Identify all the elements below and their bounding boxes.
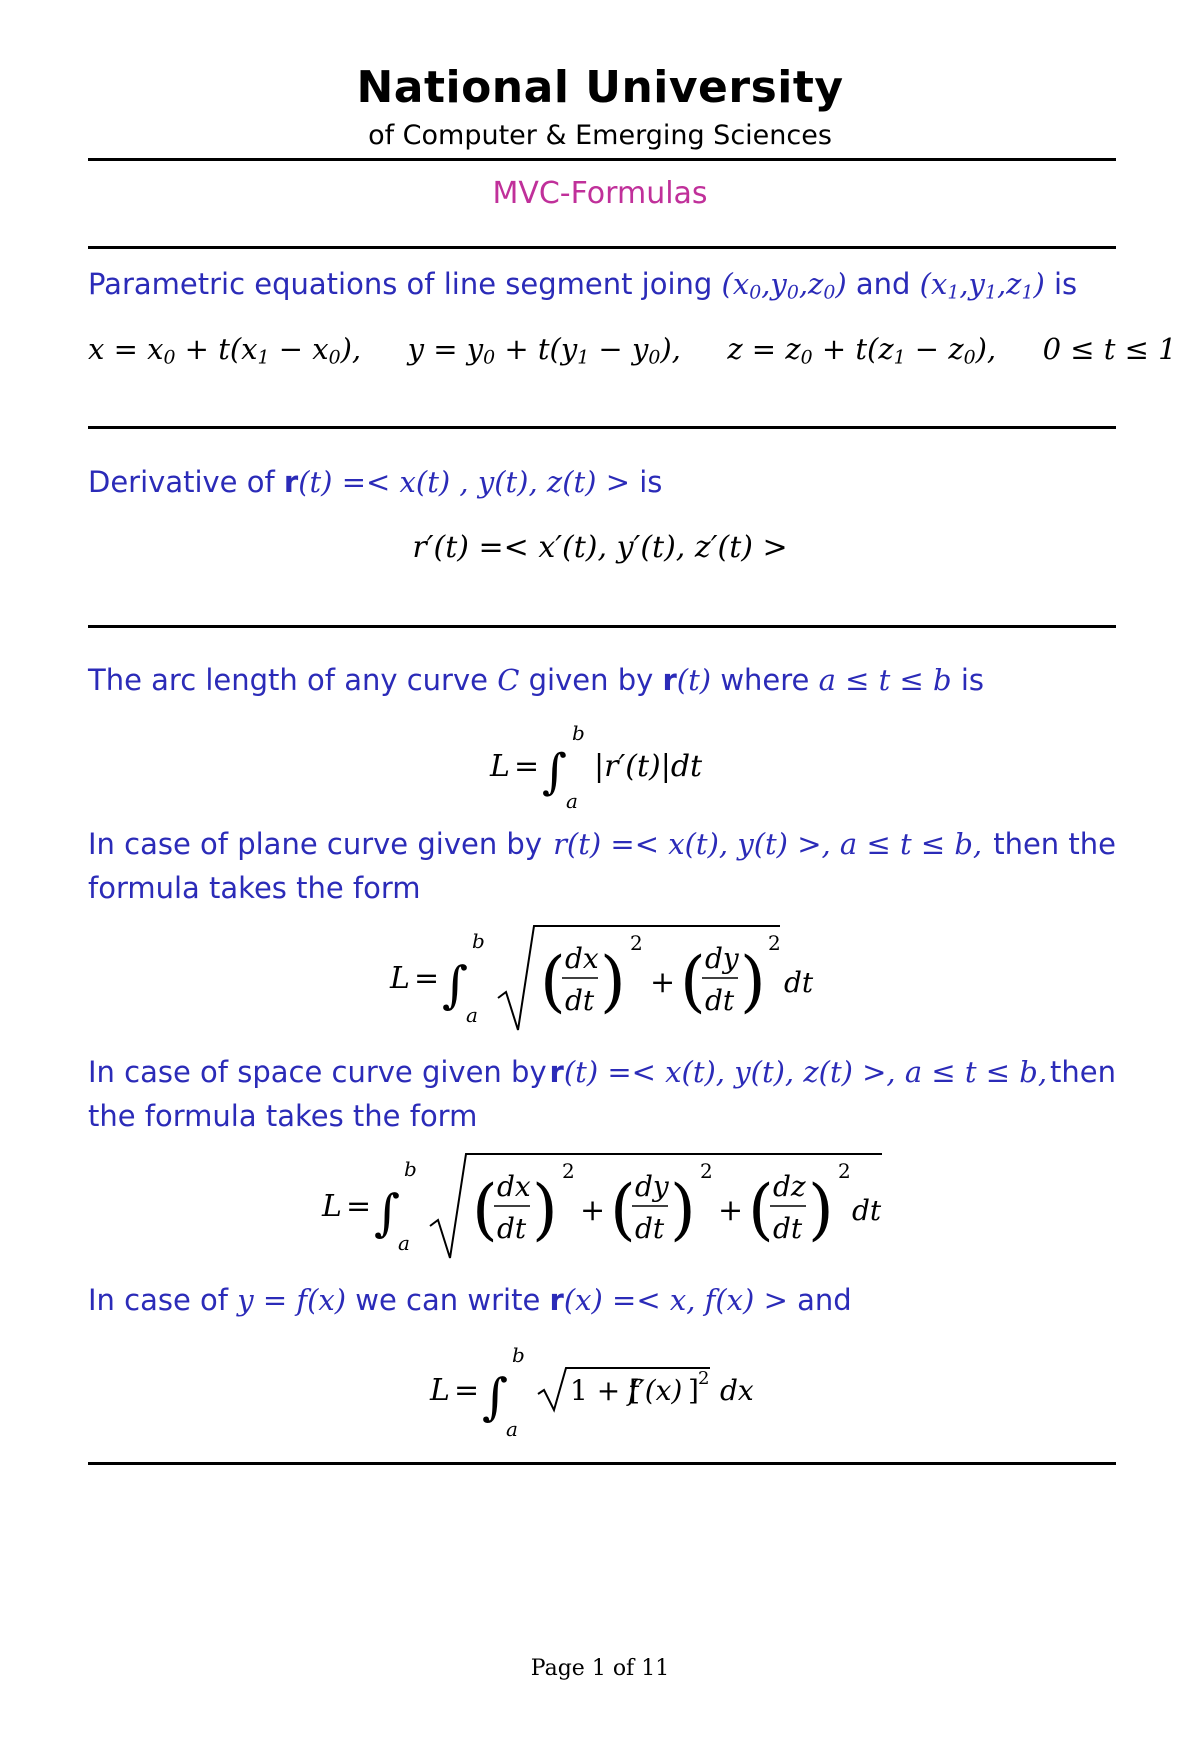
svg-text:∫: ∫ (374, 1184, 401, 1242)
svg-text:): ) (600, 943, 626, 1020)
svg-text:2: 2 (562, 1159, 575, 1183)
divider (88, 426, 1116, 429)
svg-text:=: = (454, 1373, 480, 1408)
eq-y: $y = y_0 + t(y_1 - y_0)$, (407, 332, 681, 369)
svg-text:(: ( (680, 943, 706, 1020)
arc-length-intro: The arc length of any curve C given by r(t) where a ≤ t ≤ b is (88, 663, 984, 697)
eq-t-range: 0 ≤ t ≤ 1 (1042, 332, 1177, 366)
svg-text:∫: ∫ (542, 744, 568, 800)
svg-text:dt: dt (773, 1212, 803, 1245)
svg-text:dt: dt (705, 984, 735, 1017)
svg-text:dt: dt (635, 1212, 665, 1245)
svg-text:]: ] (688, 1374, 699, 1407)
svg-text:): ) (740, 943, 766, 1020)
space-curve-formula (312, 1146, 892, 1266)
derivative-intro: Derivative of r(t) =< x(t) , y(t), z(t) > is (88, 465, 663, 499)
university-name: National University (356, 62, 844, 113)
svg-text:b: b (572, 721, 585, 745)
divider (88, 158, 1116, 161)
line-segment-intro: Parametric equations of line segment joing $(x_0,y_0,z_0)$ and $(x_1,y_1,z_1)$ is (88, 267, 1078, 304)
svg-text:=: = (514, 749, 540, 784)
svg-text:): ) (532, 1171, 558, 1248)
divider (88, 625, 1116, 628)
line-segment-equations (88, 332, 1177, 369)
svg-text:|r′(t)|dt: |r′(t)|dt (594, 749, 703, 784)
point-p0: $(x_0,y_0,z_0)$ (721, 267, 847, 304)
page-number: Page 1 of 11 (530, 1656, 670, 1681)
svg-text:): ) (670, 1171, 696, 1248)
svg-text:dx: dx (497, 1170, 531, 1203)
svg-text:+: + (718, 1193, 744, 1228)
svg-text:2: 2 (768, 931, 781, 955)
svg-text:dt: dt (852, 1194, 882, 1227)
svg-text:dz: dz (773, 1170, 806, 1203)
svg-text:=: = (346, 1189, 372, 1224)
arc-length-general-formula (480, 718, 720, 818)
svg-text:2: 2 (700, 1159, 713, 1183)
plane-curve-text: In case of plane curve given by r(t) =< x(t), y(t) >, a ≤ t ≤ b, then the formula takes the form (88, 827, 1116, 905)
svg-text:2: 2 (698, 1368, 710, 1389)
divider (88, 246, 1116, 249)
svg-text:(: ( (748, 1171, 774, 1248)
function-case-text: In case of y = f(x) we can write r(x) =< x, f(x) > and (88, 1283, 852, 1317)
svg-text:(: ( (610, 1171, 636, 1248)
document-title: MVC-Formulas (492, 176, 708, 211)
svg-text:(: ( (540, 943, 566, 1020)
svg-text:a: a (506, 1417, 518, 1441)
svg-text:a: a (566, 789, 578, 813)
svg-text:∫: ∫ (482, 1368, 509, 1426)
svg-text:dy: dy (635, 1170, 669, 1203)
svg-text:b: b (472, 929, 485, 953)
svg-text:(: ( (472, 1171, 498, 1248)
svg-text:L: L (490, 749, 510, 784)
svg-text:1 + [: 1 + [ (570, 1374, 640, 1407)
svg-text:a: a (466, 1003, 478, 1027)
svg-text:b: b (404, 1157, 417, 1181)
svg-text:): ) (808, 1171, 834, 1248)
divider (88, 1462, 1116, 1465)
eq-x: $x = x_0 + t(x_1 - x_0)$, (88, 332, 362, 369)
svg-text:dt: dt (497, 1212, 527, 1245)
svg-text:dt: dt (565, 984, 595, 1017)
derivative-equation: r′(t) =< x′(t), y′(t), z′(t) > (412, 530, 788, 565)
svg-text:+: + (580, 1193, 606, 1228)
svg-text:L: L (322, 1189, 342, 1224)
university-subtitle: of Computer & Emerging Sciences (368, 120, 832, 151)
svg-text:f′(x): f′(x) (628, 1374, 683, 1407)
svg-text:dt: dt (784, 966, 814, 999)
svg-text:2: 2 (838, 1159, 851, 1183)
svg-text:∫: ∫ (442, 956, 469, 1014)
plane-curve-formula (380, 918, 820, 1038)
space-curve-text: In case of space curve given by r(t) =< x(t), y(t), z(t) >, a ≤ t ≤ b, then the formula takes the form (88, 1055, 1116, 1133)
svg-text:=: = (414, 961, 440, 996)
svg-text:dy: dy (705, 942, 739, 975)
function-arc-length-formula (420, 1338, 780, 1448)
eq-z: $z = z_0 + t(z_1 - z_0)$, (727, 332, 997, 369)
svg-text:a: a (398, 1231, 410, 1255)
svg-text:2: 2 (630, 931, 643, 955)
svg-text:dx: dx (720, 1374, 754, 1407)
svg-text:b: b (512, 1343, 525, 1367)
svg-text:+: + (650, 965, 676, 1000)
svg-text:L: L (390, 961, 410, 996)
point-p1: $(x_1,y_1,z_1)$ (919, 267, 1045, 304)
svg-text:L: L (430, 1373, 450, 1408)
svg-text:dx: dx (565, 942, 599, 975)
